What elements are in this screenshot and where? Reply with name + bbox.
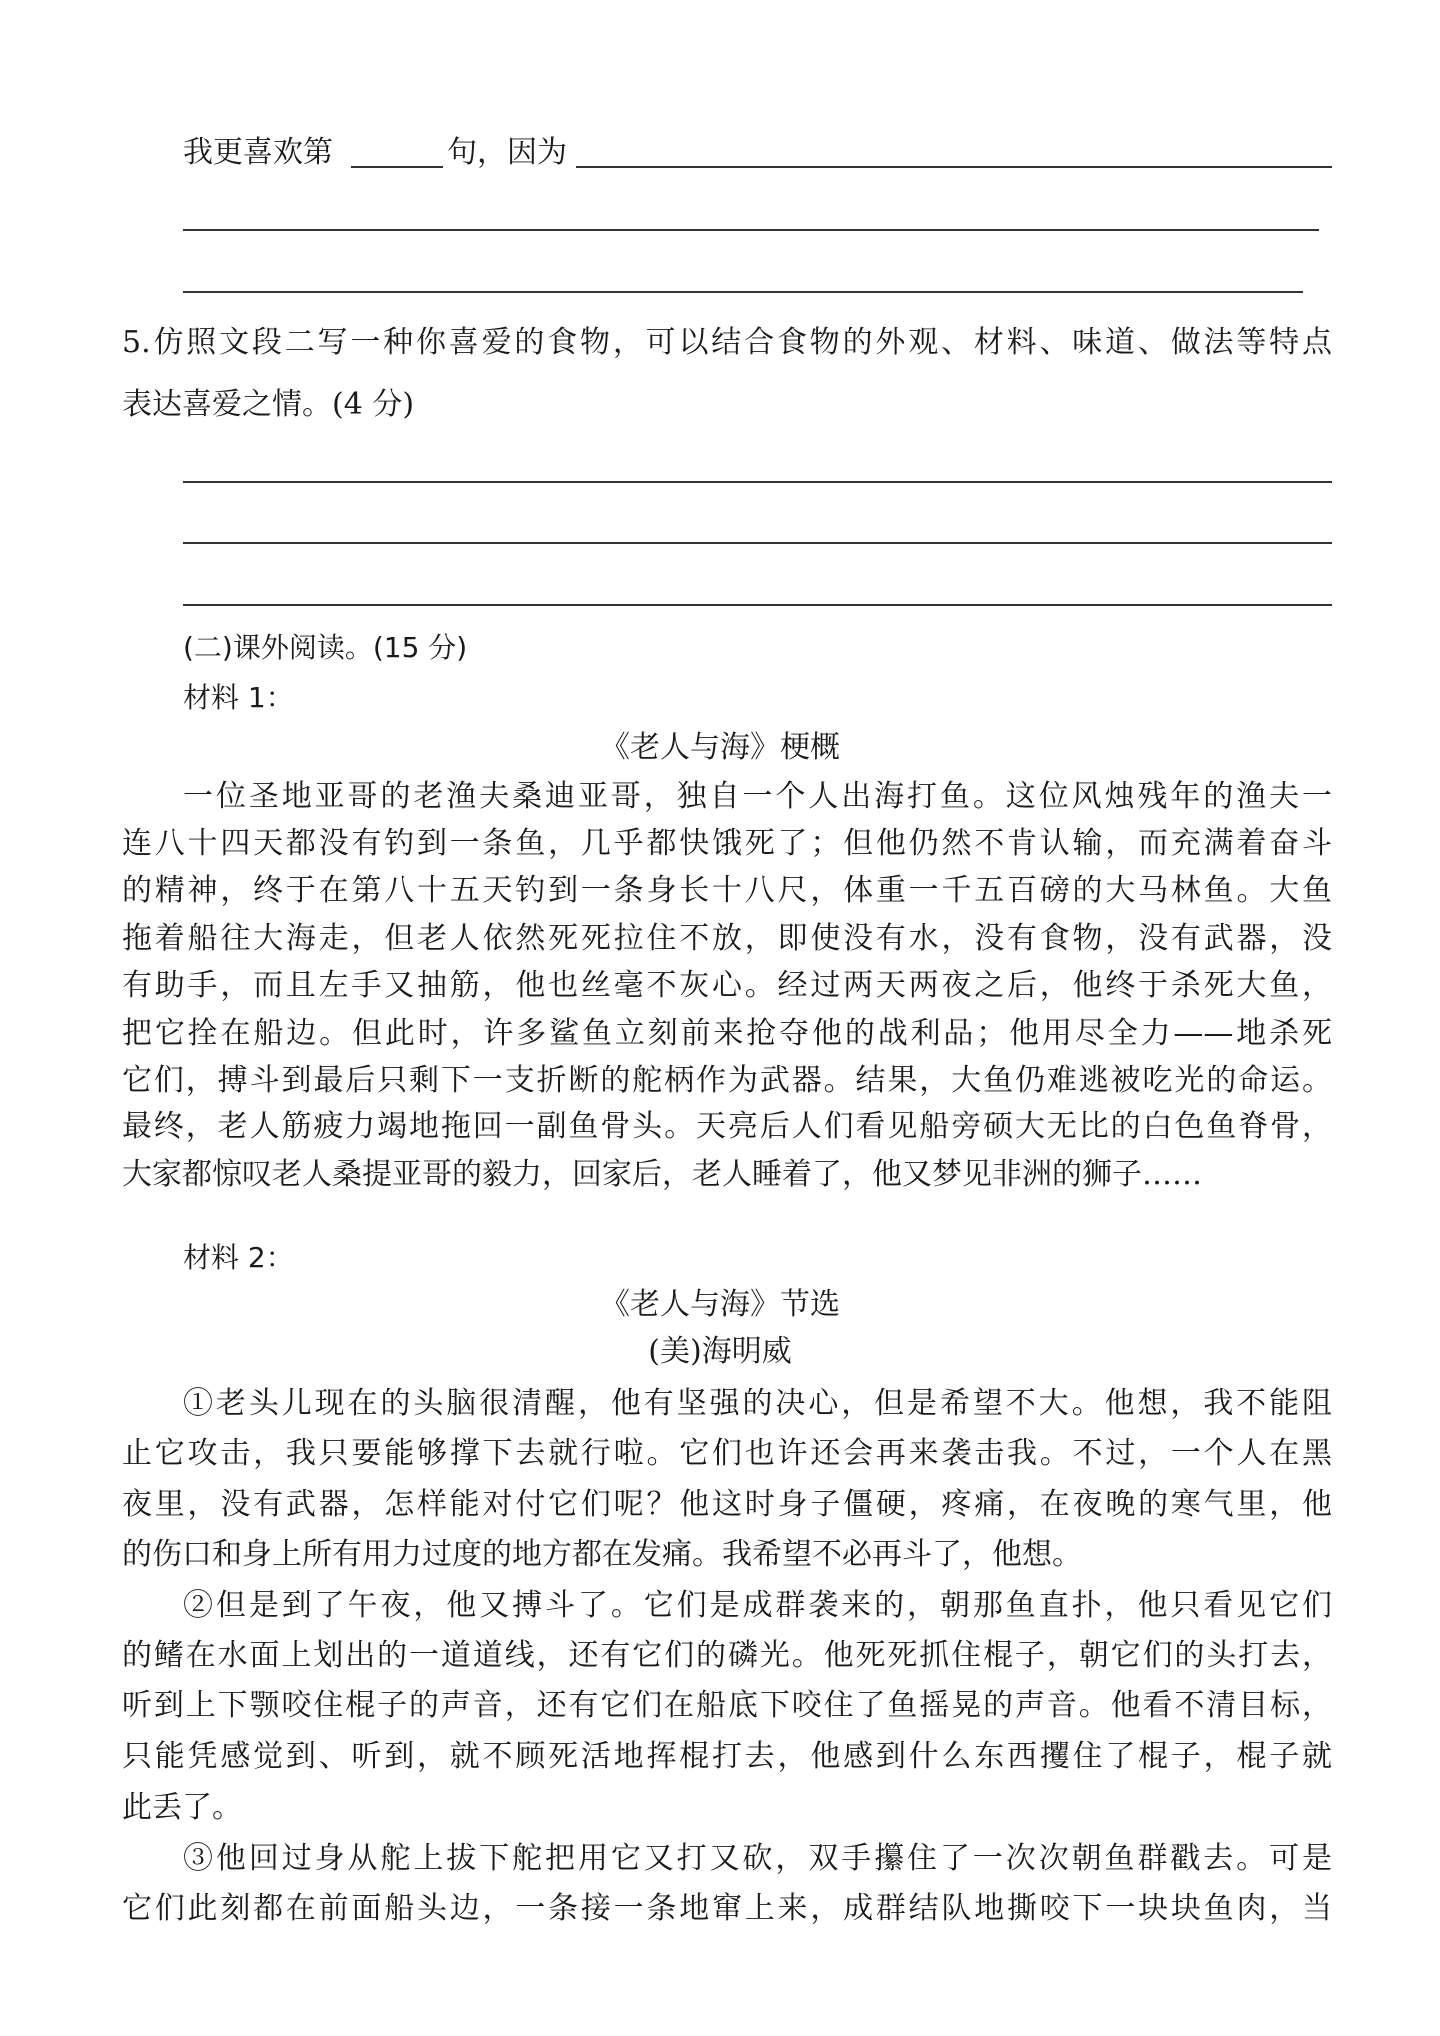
material2-label: 材料 2： [183,1241,294,1274]
q4-answer-line-3[interactable] [183,291,1303,293]
material2-title: 《老人与海》节选 [600,1287,840,1322]
paragraph-line: ②但是到了午夜，他又搏斗了。它们是成群袭来的，朝那鱼直扑，他只看见它们 [183,1588,1332,1623]
paragraph-line: 只能凭感觉到、听到，就不顾死活地挥棍打去，他感到什么东西攫住了棍子，棍子就 [122,1739,1332,1774]
q5-answer-line-3[interactable] [183,604,1332,606]
paragraph-line: 此丢了。 [122,1790,242,1825]
paragraph-line: 最终，老人筋疲力竭地拖回一副鱼骨头。天亮后人们看见船旁硕大无比的白色鱼脊骨， [122,1109,1332,1144]
paragraph-line: 听到上下颚咬住棍子的声音，还有它们在船底下咬住了鱼摇晃的声音。他看不清目标， [122,1688,1332,1723]
paragraph-line: ①老头儿现在的头脑很清醒，他有坚强的决心，但是希望不大。他想，我不能阻 [183,1386,1332,1421]
q5-prompt-line-1: 5.仿照文段二写一种你喜爱的食物，可以结合食物的外观、材料、味道、做法等特点 [122,325,1332,360]
paragraph-line: 的鳍在水面上划出的一道道线，还有它们的磷光。他死死抓住棍子，朝它们的头打去， [122,1638,1332,1673]
q5-prompt-line-2: 表达喜爱之情。(4 分) [122,387,415,422]
material1-title: 《老人与海》梗概 [600,730,840,765]
paragraph-line: 有助手，而且左手又抽筋，他也丝毫不灰心。经过两天两夜之后，他终于杀死大鱼， [122,968,1332,1003]
paragraph-line: 的精神，终于在第八十五天钓到一条身长十八尺，体重一千五百磅的大马林鱼。大鱼 [122,873,1332,908]
paragraph-line: ③他回过身从舵上拔下舵把用它又打又砍，双手攥住了一次次朝鱼群戳去。可是 [183,1841,1332,1876]
paragraph-line: 连八十四天都没有钓到一条鱼，几乎都快饿死了；但他仍然不肯认输，而充满着奋斗 [122,826,1332,861]
q4-prefix: 我更喜欢第 [183,135,333,170]
q4-answer-line-2[interactable] [183,229,1319,231]
q5-answer-line-2[interactable] [183,542,1332,544]
q4-sentence-number-blank[interactable] [351,166,443,168]
paragraph-line: 它们，搏斗到最后只剩下一支折断的舵柄作为武器。结果，大鱼仍难逃被吃光的命运。 [122,1063,1332,1098]
paragraph-line: 拖着船往大海走，但老人依然死死拉住不放，即使没有水，没有食物，没有武器，没 [122,921,1332,956]
paragraph-line: 的伤口和身上所有用力过度的地方都在发痛。我希望不必再斗了，他想。 [122,1537,1082,1572]
material1-label: 材料 1： [183,681,294,714]
section-heading: (二)课外阅读。(15 分) [183,631,468,664]
paragraph-line: 把它拴在船边。但此时，许多鲨鱼立刻前来抢夺他的战利品；他用尽全力——地杀死 [122,1016,1332,1051]
paragraph-line: 止它攻击，我只要能够撑下去就行啦。它们也许还会再来袭击我。不过，一个人在黑 [122,1436,1332,1471]
material2-author: (美)海明威 [648,1334,792,1369]
q4-answer-line-1[interactable] [576,166,1332,168]
paragraph-line: 大家都惊叹老人桑提亚哥的毅力，回家后，老人睡着了，他又梦见非洲的狮子…… [122,1157,1202,1192]
q5-answer-line-1[interactable] [183,481,1332,483]
paragraph-line: 夜里，没有武器，怎样能对付它们呢？他这时身子僵硬，疼痛，在夜晚的寒气里，他 [122,1487,1332,1522]
paragraph-line: 它们此刻都在前面船头边，一条接一条地窜上来，成群结队地撕咬下一块块鱼肉，当 [122,1891,1332,1926]
paragraph-line: 一位圣地亚哥的老渔夫桑迪亚哥，独自一个人出海打鱼。这位风烛残年的渔夫一 [183,779,1332,814]
q4-middle: 句，因为 [447,135,567,170]
